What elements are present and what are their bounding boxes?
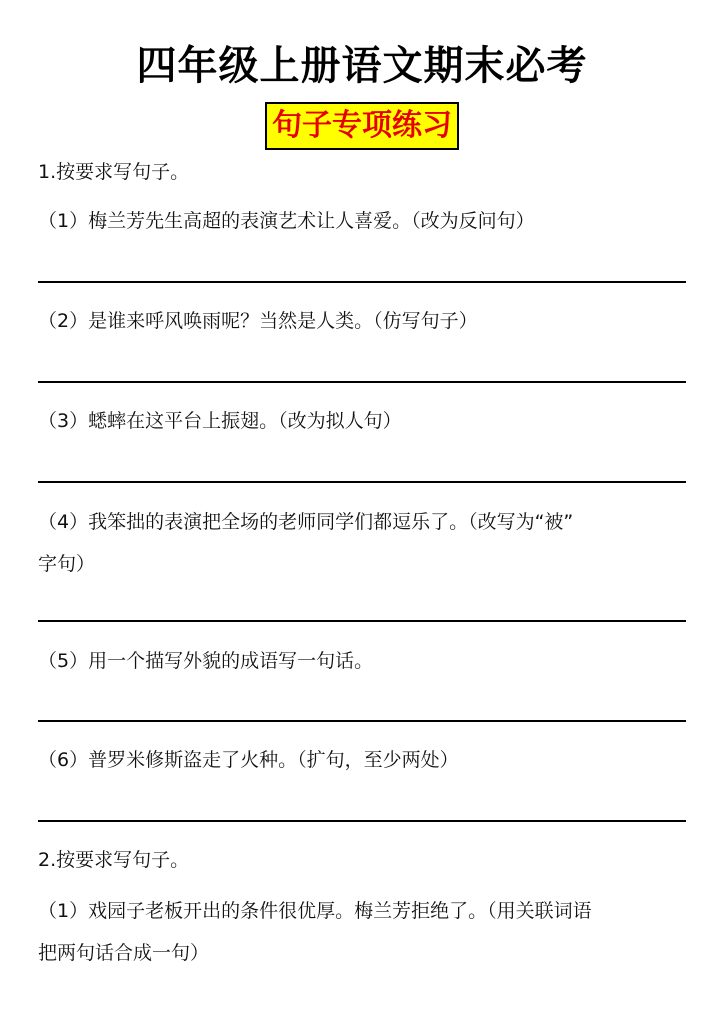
- answer-line-1-4[interactable]: [38, 620, 686, 622]
- answer-line-1-2[interactable]: [38, 381, 686, 383]
- question-1-5: [38, 643, 688, 679]
- question-1-4: [38, 504, 688, 582]
- question-text: （3）蟋蟀在这平台上振翅。（改为拟人句）: [38, 410, 402, 432]
- question-1-6: [38, 742, 688, 778]
- answer-line-1-6[interactable]: [38, 820, 686, 822]
- question-text: （5）用一个描写外貌的成语写一句话。: [38, 650, 374, 672]
- question-text-line2: 把两句话合成一句）: [38, 942, 210, 964]
- question-text: （6）普罗米修斯盗走了火种。（扩句，至少两处）: [38, 749, 459, 771]
- page-title: 四年级上册语文期末必考: [136, 43, 588, 89]
- section1-heading: 1.按要求写句子。: [38, 161, 190, 183]
- question-text-line1: （1）戏园子老板开出的条件很优厚。梅兰芳拒绝了。（用关联词语: [38, 900, 592, 922]
- section2-heading: 2.按要求写句子。: [38, 849, 190, 871]
- section1-heading-block: [38, 154, 688, 190]
- question-text-line2: 字句）: [38, 553, 96, 575]
- answer-line-1-1[interactable]: [38, 281, 686, 283]
- section2-heading-block: [38, 842, 688, 878]
- answer-line-1-5[interactable]: [38, 720, 686, 722]
- question-text: （1）梅兰芳先生高超的表演艺术让人喜爱。（改为反问句）: [38, 210, 535, 232]
- answer-line-1-3[interactable]: [38, 481, 686, 483]
- question-1-2: [38, 303, 688, 339]
- question-2-1: [38, 893, 688, 971]
- question-text: （2）是谁来呼风唤雨呢？当然是人类。（仿写句子）: [38, 310, 478, 332]
- question-1-1: [38, 203, 688, 239]
- subtitle-container: [0, 102, 724, 150]
- question-1-3: [38, 403, 688, 439]
- question-text-line1: （4）我笨拙的表演把全场的老师同学们都逗乐了。（改写为“被”: [38, 511, 574, 533]
- page-subtitle: 句子专项练习: [265, 102, 459, 150]
